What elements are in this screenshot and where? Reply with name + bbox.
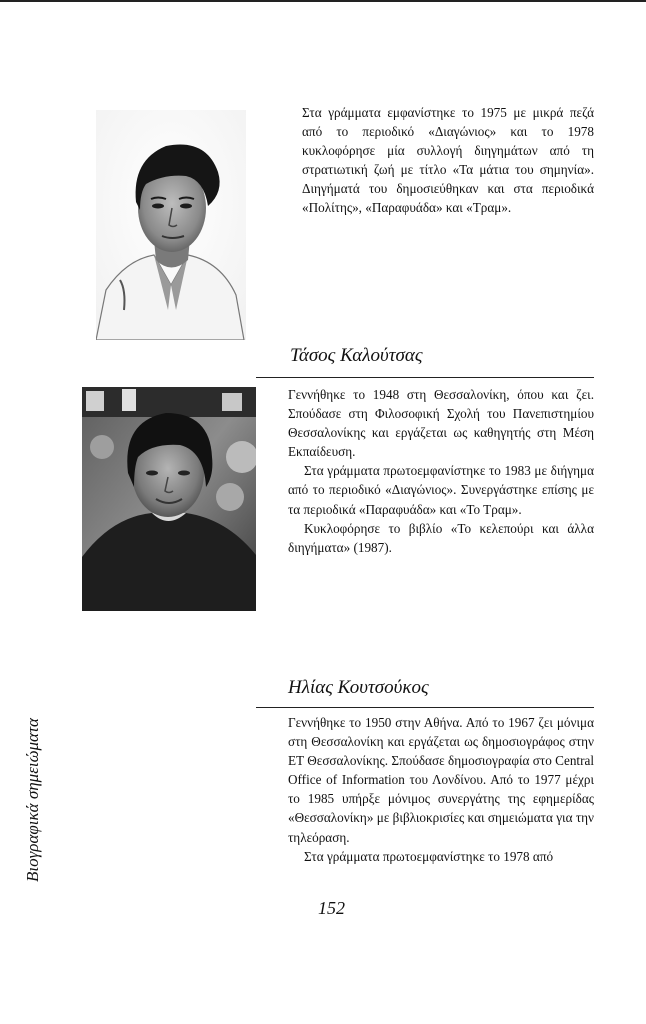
- entry-1-paragraph-1: Στα γράμματα εμφανίστηκε το 1975 με μικρά πεζά από το περιοδικό «Διαγώνιος» και το 1978 κυκλοφόρησε μία συλλογή διηγημάτων από τη στρατιωτική ζωή με τίτλο «Τα μάτια του σημηνία». Διηγήματά του δημοσιεύθηκαν και στα περιοδικά «Πολίτης», «Παραφυάδα» και «Τραμ».: [302, 105, 594, 216]
- entry-3-author-name: Ηλίας Κουτσούκος: [288, 677, 429, 698]
- section-side-caption: Βιογραφικά σημειώματα: [23, 718, 42, 882]
- author-portrait-2: [82, 387, 256, 611]
- entry-3-rule: [256, 707, 594, 708]
- entry-2-author-name: Τάσος Καλούτσας: [290, 345, 423, 366]
- portrait-1-drawing: [96, 110, 246, 340]
- entry-3-paragraph-1: Γεννήθηκε το 1950 στην Αθήνα. Από το 1967 ζει μόνιμα στη Θεσσαλονίκη και εργάζεται ως δημοσιογράφος στην ΕΤ Θεσσαλονίκης. Σπούδασε δημοσιογραφία στο Central Office of Information του Λονδίνου. Από το 1977 μέχρι το 1985 υπήρξε μόνιμος συνεργάτης της εφημερίδας «Θεσσαλονίκη» με βιβλιοκρισίες και σημειώματα για την τηλεόραση.: [288, 715, 594, 845]
- author-portrait-1: [96, 110, 246, 340]
- page-number: 152: [318, 898, 345, 918]
- entry-2-paragraph-1: Γεννήθηκε το 1948 στη Θεσσαλονίκη, όπου και ζει. Σπούδασε στη Φιλοσοφική Σχολή του Πανεπιστημίου Θεσσαλονίκης και εργάζεται ως καθηγητής στη Μέση Εκπαίδευση.: [288, 387, 594, 460]
- entry-2-biography: [288, 385, 594, 557]
- portrait-2-drawing: [82, 387, 256, 611]
- entry-2-paragraph-3: Κυκλοφόρησε το βιβλίο «Το κελεπούρι και άλλα διηγήματα» (1987).: [288, 520, 594, 555]
- entry-1-biography: [302, 103, 594, 218]
- entry-3-biography: [288, 713, 594, 866]
- entry-2-rule: [256, 377, 594, 378]
- top-border: [0, 0, 646, 2]
- entry-3-paragraph-2: Στα γράμματα πρωτοεμφανίστηκε το 1978 από: [304, 848, 554, 864]
- entry-2-paragraph-2: Στα γράμματα πρωτοεμφανίστηκε το 1983 με διήγημα από το περιοδικό «Διαγώνιος». Συνεργάστηκε επίσης με τα περιοδικά «Παραφυάδα» και «Το Τραμ».: [288, 463, 594, 517]
